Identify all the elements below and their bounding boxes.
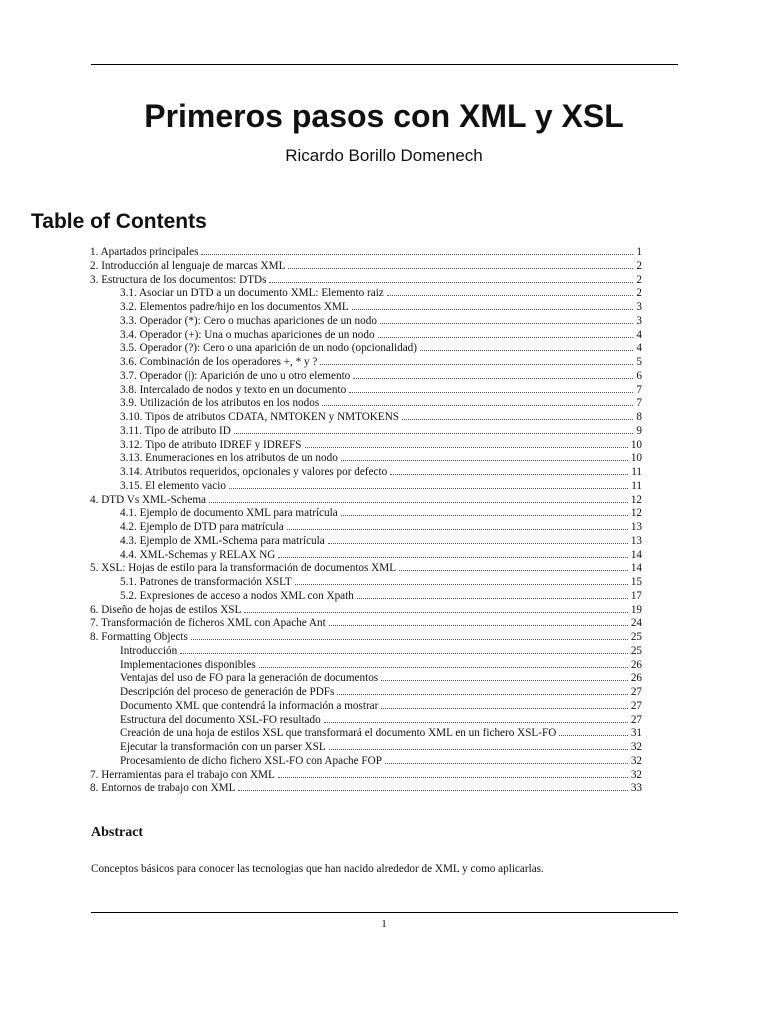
toc-entry-page: 31 xyxy=(630,727,642,740)
toc-entry[interactable] xyxy=(90,617,642,631)
toc-entry-page: 11 xyxy=(631,479,642,492)
toc-dot-leader xyxy=(402,419,633,420)
toc-entry-page: 6 xyxy=(636,369,642,382)
toc-entry[interactable] xyxy=(90,480,642,494)
toc-entry[interactable] xyxy=(90,494,642,508)
toc-entry[interactable] xyxy=(90,507,642,521)
toc-dot-leader xyxy=(287,529,628,530)
toc-entry[interactable] xyxy=(90,604,642,618)
toc-dot-leader xyxy=(353,378,633,379)
toc-entry[interactable] xyxy=(90,590,642,604)
toc-entry[interactable] xyxy=(90,301,642,315)
toc-dot-leader xyxy=(352,309,634,310)
toc-dot-leader xyxy=(420,350,633,351)
toc-entry[interactable] xyxy=(90,315,642,329)
toc-entry[interactable] xyxy=(90,342,642,356)
abstract-heading: Abstract xyxy=(91,825,144,840)
toc-entry[interactable] xyxy=(90,384,642,398)
toc-dot-leader xyxy=(390,474,628,475)
document-author: Ricardo Borillo Domenech xyxy=(285,146,483,165)
toc-entry-page: 14 xyxy=(630,562,642,575)
toc-entry-page: 2 xyxy=(636,259,642,272)
toc-entry[interactable] xyxy=(90,411,642,425)
toc-entry-title: 3.2. Elementos padre/hijo en los documentos XML xyxy=(120,301,349,313)
toc-entry[interactable] xyxy=(90,521,642,535)
toc-entry[interactable] xyxy=(90,425,642,439)
toc-entry-page: 15 xyxy=(630,576,642,588)
toc-entry[interactable] xyxy=(90,535,642,549)
toc-entry-title: 3.15. El elemento vacio xyxy=(120,479,226,492)
toc-entry-page: 4 xyxy=(636,342,642,355)
toc-entry-page: 3 xyxy=(636,301,642,313)
toc-entry[interactable] xyxy=(90,287,642,301)
toc-entry[interactable] xyxy=(90,769,642,783)
toc-entry-page: 26 xyxy=(630,658,642,671)
toc-entry[interactable] xyxy=(90,645,642,659)
toc-entry-page: 32 xyxy=(630,768,642,781)
toc-entry-page: 17 xyxy=(630,589,642,602)
toc-entry-title: 3.8. Intercalado de nodos y texto en un documento xyxy=(120,383,347,396)
toc-entry-title: 5.1. Patrones de transformación XSLT xyxy=(120,576,292,588)
toc-dot-leader xyxy=(559,735,628,736)
toc-entry-title: 3.12. Tipo de atributo IDREF y IDREFS xyxy=(120,438,302,451)
toc-entry-title: 3.9. Utilización de los atributos en los nodos xyxy=(120,397,320,410)
toc-entry-title: 4.1. Ejemplo de documento XML para matrícula xyxy=(120,507,338,520)
toc-entry[interactable] xyxy=(90,466,642,480)
toc-entry-page: 12 xyxy=(630,493,642,506)
toc-entry[interactable] xyxy=(90,439,642,453)
toc-entry-page: 32 xyxy=(630,741,642,753)
toc-dot-leader xyxy=(229,488,628,489)
toc-entry[interactable] xyxy=(90,397,642,411)
toc-entry-title: Estructura del documento XSL-FO resultado xyxy=(120,713,321,726)
toc-entry-title: 4.2. Ejemplo de DTD para matrícula xyxy=(120,521,284,533)
toc-entry-title: Ejecutar la transformación con un parser XSL xyxy=(120,741,326,753)
toc-dot-leader xyxy=(191,639,628,640)
toc-entry-title: 7. Transformación de ficheros XML con Apache Ant xyxy=(90,617,326,630)
toc-entry[interactable] xyxy=(90,659,642,673)
toc-dot-leader xyxy=(238,790,627,791)
toc-entry-page: 1 xyxy=(636,246,642,258)
toc-entry-page: 10 xyxy=(630,438,642,451)
table-of-contents xyxy=(90,246,642,796)
toc-entry-title: 8. Formatting Objects xyxy=(90,631,188,643)
toc-entry-title: 5. XSL: Hojas de estilo para la transformación de documentos XML xyxy=(90,562,397,575)
toc-dot-leader xyxy=(387,295,634,296)
toc-entry-title: 3.7. Operador (|): Aparición de uno u otro elemento xyxy=(120,369,351,382)
toc-dot-leader xyxy=(234,433,634,434)
toc-entry[interactable] xyxy=(90,246,642,260)
toc-dot-leader xyxy=(380,323,633,324)
toc-entry-page: 8 xyxy=(636,411,642,423)
toc-entry-page: 10 xyxy=(630,452,642,465)
toc-entry[interactable] xyxy=(90,576,642,590)
toc-entry-title: 2. Introducción al lenguaje de marcas XML xyxy=(90,259,286,272)
toc-entry-page: 27 xyxy=(630,713,642,726)
toc-entry-title: 8. Entornos de trabajo con XML xyxy=(90,782,236,795)
toc-dot-leader xyxy=(259,667,628,668)
toc-entry[interactable] xyxy=(90,562,642,576)
toc-entry-title: Documento XML que contendrá la información a mostrar xyxy=(120,699,379,712)
toc-entry-title: 3.3. Operador (*): Cero o muchas apariciones de un nodo xyxy=(120,314,377,327)
toc-entry-title: 3.14. Atributos requeridos, opcionales y valores por defecto xyxy=(120,466,388,478)
toc-entry-page: 26 xyxy=(630,672,642,685)
toc-entry-title: Implementaciones disponibles xyxy=(120,658,256,671)
toc-entry[interactable] xyxy=(90,329,642,343)
toc-entry-page: 27 xyxy=(630,699,642,712)
toc-entry[interactable] xyxy=(90,452,642,466)
toc-entry-page: 13 xyxy=(630,534,642,547)
toc-dot-leader xyxy=(209,502,628,503)
toc-dot-leader xyxy=(278,777,628,778)
toc-dot-leader xyxy=(329,749,628,750)
toc-entry[interactable] xyxy=(90,370,642,384)
document-title: Primeros pasos con XML y XSL xyxy=(144,98,624,134)
toc-dot-leader xyxy=(329,625,628,626)
toc-entry-page: 5 xyxy=(636,356,642,368)
toc-entry-page: 14 xyxy=(630,548,642,561)
toc-entry[interactable] xyxy=(90,672,642,686)
toc-entry-page: 2 xyxy=(636,273,642,286)
toc-dot-leader xyxy=(322,405,633,406)
toc-entry[interactable] xyxy=(90,549,642,563)
toc-entry-title: 3.5. Operador (?): Cero o una aparición de un nodo (opcionalidad) xyxy=(120,342,417,355)
toc-dot-leader xyxy=(381,708,627,709)
toc-dot-leader xyxy=(305,447,628,448)
toc-dot-leader xyxy=(328,543,628,544)
toc-dot-leader xyxy=(201,254,633,255)
toc-entry-page: 7 xyxy=(636,397,642,410)
toc-entry[interactable] xyxy=(90,260,642,274)
toc-dot-leader xyxy=(399,570,628,571)
toc-entry-title: Descripción del proceso de generación de PDFs xyxy=(120,686,335,698)
toc-entry-title: 5.2. Expresiones de acceso a nodos XML con Xpath xyxy=(120,589,354,602)
toc-dot-leader xyxy=(324,722,628,723)
toc-entry[interactable] xyxy=(90,700,642,714)
toc-entry-title: 4.3. Ejemplo de XML-Schema para matrícula xyxy=(120,534,325,547)
toc-dot-leader xyxy=(288,268,633,269)
toc-entry-page: 9 xyxy=(636,424,642,437)
toc-dot-leader xyxy=(357,598,628,599)
toc-entry-page: 27 xyxy=(630,686,642,698)
toc-dot-leader xyxy=(341,460,628,461)
toc-entry-page: 33 xyxy=(630,782,642,795)
toc-entry-title: 7. Herramientas para el trabajo con XML xyxy=(90,768,275,781)
toc-dot-leader xyxy=(278,557,627,558)
toc-entry-page: 32 xyxy=(630,754,642,767)
toc-entry[interactable] xyxy=(90,727,642,741)
toc-entry[interactable] xyxy=(90,741,642,755)
abstract-text: Conceptos básicos para conocer las tecnologias que han nacido alrededor de XML y como aplicarlas. xyxy=(91,863,544,875)
toc-entry-page: 24 xyxy=(630,617,642,630)
toc-entry-page: 25 xyxy=(630,631,642,643)
toc-dot-leader xyxy=(385,763,628,764)
toc-entry[interactable] xyxy=(90,356,642,370)
toc-entry-page: 11 xyxy=(631,466,642,478)
toc-dot-leader xyxy=(337,694,627,695)
toc-dot-leader xyxy=(378,337,634,338)
toc-dot-leader xyxy=(320,364,633,365)
toc-entry-title: Ventajas del uso de FO para la generación de documentos xyxy=(120,672,379,685)
toc-entry-title: 1. Apartados principales xyxy=(90,246,199,258)
toc-entry[interactable] xyxy=(90,274,642,288)
toc-entry-title: 3. Estructura de los documentos: DTDs xyxy=(90,273,267,286)
toc-entry-page: 19 xyxy=(630,603,642,616)
toc-dot-leader xyxy=(295,584,628,585)
toc-heading: Table of Contents xyxy=(31,210,207,233)
header-rule xyxy=(91,64,678,65)
toc-dot-leader xyxy=(381,680,628,681)
page-number: 1 xyxy=(381,918,387,930)
toc-entry-title: 3.1. Asociar un DTD a un documento XML: Elemento raiz xyxy=(120,287,384,300)
toc-entry-title: 3.4. Operador (+): Una o muchas apariciones de un nodo xyxy=(120,328,375,341)
toc-entry-title: 4.4. XML-Schemas y RELAX NG xyxy=(120,548,276,561)
toc-entry-page: 25 xyxy=(630,644,642,657)
toc-entry-title: 3.13. Enumeraciones en los atributos de un nodo xyxy=(120,452,338,465)
toc-entry[interactable] xyxy=(90,755,642,769)
toc-entry-title: Procesamiento de dicho fichero XSL-FO con Apache FOP xyxy=(120,754,382,767)
toc-entry[interactable] xyxy=(90,714,642,728)
toc-dot-leader xyxy=(244,612,627,613)
toc-entry-title: 4. DTD Vs XML-Schema xyxy=(90,493,207,506)
toc-dot-leader xyxy=(349,392,633,393)
footer-rule xyxy=(91,912,678,913)
toc-dot-leader xyxy=(269,282,633,283)
toc-entry-page: 7 xyxy=(636,383,642,396)
toc-entry-title: 3.11. Tipo de atributo ID xyxy=(120,424,231,437)
toc-entry-page: 4 xyxy=(636,328,642,341)
toc-dot-leader xyxy=(180,653,628,654)
toc-entry-title: 6. Diseño de hojas de estilos XSL xyxy=(90,603,242,616)
toc-entry[interactable] xyxy=(90,782,642,796)
toc-dot-leader xyxy=(341,515,628,516)
toc-entry-title: 3.10. Tipos de atributos CDATA, NMTOKEN y NMTOKENS xyxy=(120,411,400,423)
toc-entry-page: 3 xyxy=(636,314,642,327)
toc-entry-title: Creación de una hoja de estilos XSL que transformará el documento XML en un fichero XSL-FO xyxy=(120,727,557,740)
toc-entry-title: Introducción xyxy=(120,644,178,657)
toc-entry-page: 13 xyxy=(630,521,642,533)
toc-entry[interactable] xyxy=(90,686,642,700)
toc-entry-title: 3.6. Combinación de los operadores +, * y ? xyxy=(120,356,318,368)
toc-entry-page: 2 xyxy=(636,287,642,300)
toc-entry[interactable] xyxy=(90,631,642,645)
toc-entry-page: 12 xyxy=(630,507,642,520)
